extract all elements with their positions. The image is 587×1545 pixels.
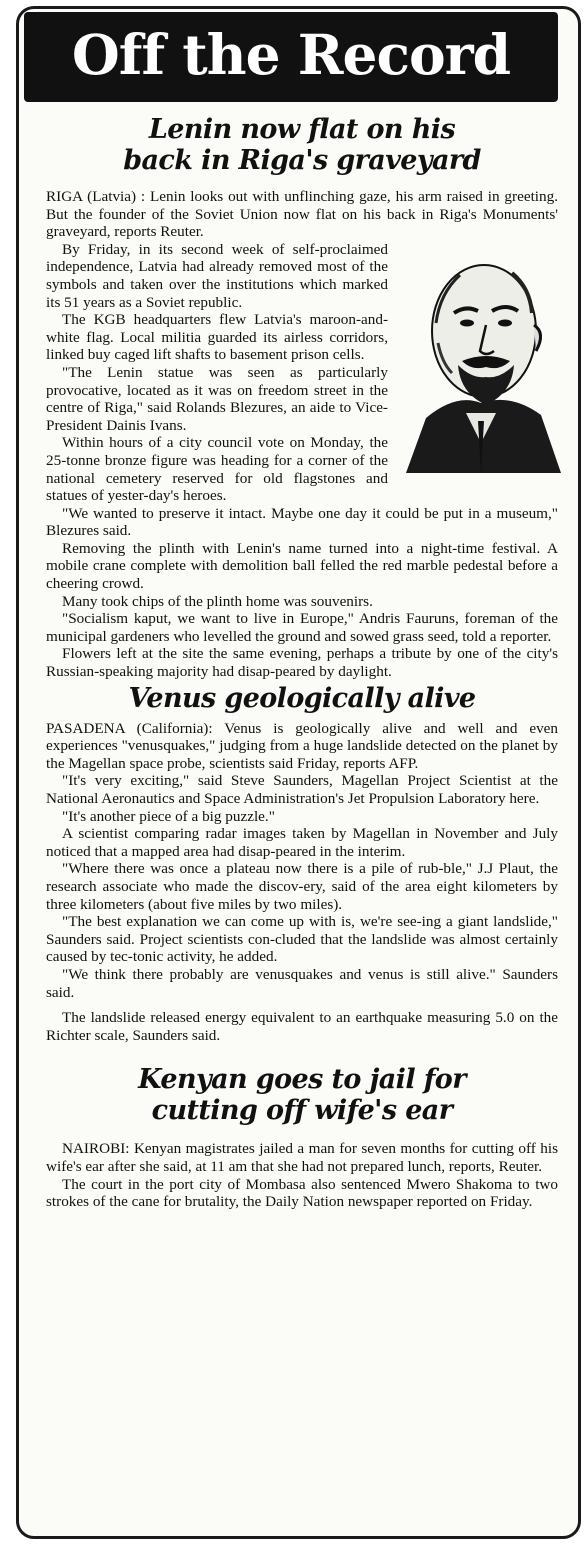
story2-paragraph: "It's very exciting," said Steve Saunders, Magellan Project Scientist at the National Aeronautics and Space Administration's Jet Propulsion Laboratory here.	[46, 772, 558, 807]
story2-paragraph: PASADENA (California): Venus is geologically alive and well and even experiences "venusquakes," judging from a huge landslide detected on the planet by the Magellan space probe, scientists said Friday, reports AFP.	[46, 719, 558, 772]
story1-paragraph: The KGB headquarters flew Latvia's maroon-and-white flag. Local militia guarded its airless corridors, linked buy caged lift shafts to basement prison cells.	[46, 311, 388, 364]
story1-paragraph: "The Lenin statue was seen as particularly provocative, located as it was on freedom street in the centre of Riga," said Rolands Blezures, an aide to Vice-President Dainis Ivans.	[46, 363, 388, 434]
article-column	[46, 114, 558, 1211]
story1-paragraph: "Socialism kaput, we want to live in Europe," Andris Fauruns, foreman of the municipal gardeners who levelled the ground and sowed grass seed, told a reporter.	[46, 610, 558, 645]
story1-headline-line1: Lenin now flat on his	[148, 114, 456, 145]
story3-paragraph: The court in the port city of Mombasa also sentenced Mwero Shakoma to two strokes of the cane for brutality, the Daily Nation newspaper reported on Friday.	[46, 1175, 558, 1211]
story1-paragraph: "We wanted to preserve it intact. Maybe one day it could be put in a museum," Blezures said.	[46, 504, 558, 540]
masthead-title: Off the Record	[71, 22, 511, 87]
story1-paragraph: RIGA (Latvia) : Lenin looks out with unflinching gaze, his arm raised in greeting. But the founder of the Soviet Union now flat on his back in Riga's Monuments' graveyard, reports Reuter.	[46, 188, 558, 241]
story1-paragraph: By Friday, in its second week of self-proclaimed independence, Latvia had already removed most of the symbols and taken over the institutions which marked its 51 years as a Soviet republic.	[46, 240, 388, 311]
story1-headline	[46, 114, 558, 176]
story2-paragraph: "We think there probably are venusquakes and venus is still alive." Saunders said.	[46, 965, 558, 1001]
story3-headline-line1: Kenyan goes to jail for	[138, 1064, 466, 1096]
story3-headline-line2: cutting off wife's ear	[151, 1095, 453, 1127]
story2-paragraph: "It's another piece of a big puzzle."	[62, 807, 275, 825]
story1-paragraph: Many took chips of the plinth home was souvenirs.	[62, 592, 373, 610]
story2-paragraph: A scientist comparing radar images taken by Magellan in November and July noticed that a mapped area had disap-peared in the interim.	[46, 825, 558, 860]
story1-headline-line2: back in Riga's graveyard	[123, 145, 481, 176]
story1-paragraph: Flowers left at the site the same evening, perhaps a tribute by one of the city's Russian-speaking majority had disap-peared by daylight.	[46, 645, 558, 681]
story1-paragraph: Removing the plinth with Lenin's name turned into a night-time festival. A mobile crane complete with demolition ball felled the red marble pedestal before a cheering crowd.	[46, 539, 558, 593]
lenin-portrait-illustration	[396, 243, 566, 473]
story3-headline	[46, 1064, 558, 1126]
story2-paragraph: The landslide released energy equivalent to an earthquake measuring 5.0 on the Richter scale, Saunders said.	[46, 1009, 558, 1044]
masthead-banner	[24, 12, 558, 102]
story2-headline: Venus geologically alive	[128, 682, 476, 714]
story1-paragraph: Within hours of a city council vote on Monday, the 25-tonne bronze figure was heading for a corner of the national cemetery reserved for old flagstones and statues of yester-day's heroes.	[46, 434, 388, 505]
story2-paragraph: "The best explanation we can come up with is, we're see-ing a giant landslide," Saunders said. Project scientists con-cluded that the landslide was almost certainly caused by tec-tonic activity, he added.	[46, 913, 558, 966]
story3-paragraph: NAIROBI: Kenyan magistrates jailed a man for seven months for cutting off his wife's ear after she said, at 11 am that she had not prepared lunch, reports, Reuter.	[46, 1140, 558, 1175]
story2-paragraph: "Where there was once a plateau now there is a pile of rub-ble," J.J Plaut, the research associate who made the discov-ery, said of the area eight kilometers by three kilometers (about five miles by two miles).	[46, 860, 558, 913]
